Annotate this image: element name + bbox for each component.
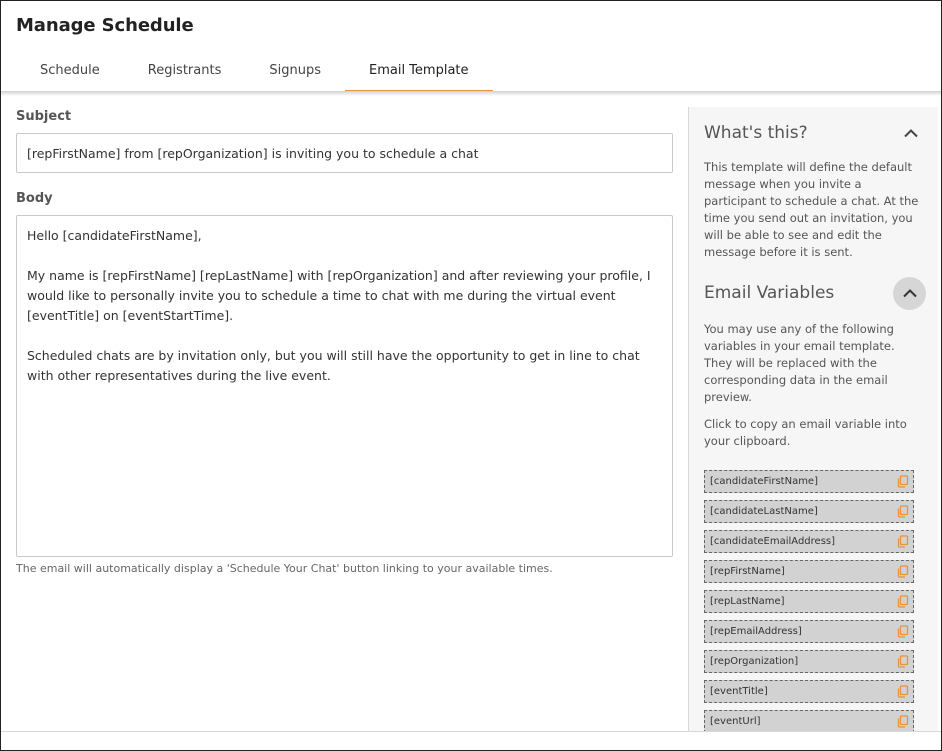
whats-this-header [704, 121, 926, 145]
email-variable-item[interactable] [704, 560, 914, 583]
email-variables-heading: Email Variables [704, 283, 835, 303]
copy-icon [897, 715, 909, 728]
email-variable-item[interactable] [704, 710, 914, 732]
email-variables-text: You may use any of the following variables in your email template. They will be replaced with the corresponding data in the email preview. [704, 322, 895, 404]
help-sidebar [688, 107, 938, 732]
copy-icon [897, 565, 909, 578]
tab-email-template[interactable]: Email Template [345, 51, 493, 92]
email-variable-item[interactable] [704, 530, 914, 553]
whats-this-toggle[interactable] [896, 121, 926, 145]
copy-instructions: Click to copy an email variable into your clipboard. [704, 417, 907, 448]
tab-schedule[interactable]: Schedule [40, 63, 100, 78]
chevron-up-icon [903, 128, 919, 138]
email-variable-item[interactable] [704, 650, 914, 673]
email-variable-item[interactable] [704, 500, 914, 523]
tab-bar-shadow [1, 91, 941, 96]
copy-icon [897, 535, 909, 548]
body-textarea[interactable] [16, 215, 673, 557]
copy-icon [897, 475, 909, 488]
email-variable-item[interactable] [704, 680, 914, 703]
email-variable-label: [repLastName] [710, 596, 785, 607]
copy-icon [897, 505, 909, 518]
whats-this-text: This template will define the default message when you invite a participant to schedule a chat. At the time you send out an invitation, you will be able to see and edit the message before it is sent. [704, 160, 919, 259]
email-variable-list [704, 470, 926, 732]
chevron-up-icon [902, 288, 918, 298]
email-variable-label: [candidateEmailAddress] [710, 536, 836, 547]
email-variable-label: [candidateLastName] [710, 506, 818, 517]
body-paragraph: Scheduled chats are by invitation only, but you will still have the opportunity to get in line to chat with other representatives during the live event. [27, 348, 640, 383]
body-hint: The email will automatically display a 'Schedule Your Chat' button linking to your available times. [16, 562, 553, 575]
email-variable-label: [candidateFirstName] [710, 476, 818, 487]
subject-label: Subject [16, 109, 72, 124]
email-variables-header [704, 276, 926, 310]
email-variable-label: [eventUrl] [710, 716, 761, 727]
subject-input[interactable] [16, 133, 673, 173]
email-variable-item[interactable] [704, 620, 914, 643]
email-variable-label: [repEmailAddress] [710, 626, 802, 637]
email-variable-item[interactable] [704, 470, 914, 493]
email-variable-item[interactable] [704, 590, 914, 613]
bottom-divider [1, 731, 941, 732]
whats-this-heading: What's this? [704, 123, 808, 143]
email-template-form [16, 107, 673, 575]
body-paragraph: My name is [repFirstName] [repLastName] with [repOrganization] and after reviewing your profile, I would like to personally invite you to schedule a time to chat with me during the virtual event [eventTitle] on [eventStartTime]. [27, 268, 651, 323]
body-label: Body [16, 191, 53, 206]
copy-icon [897, 625, 909, 638]
page-title: Manage Schedule [16, 15, 194, 36]
tab-registrants[interactable]: Registrants [147, 63, 222, 78]
email-variable-label: [repFirstName] [710, 566, 785, 577]
copy-icon [897, 595, 909, 608]
copy-icon [897, 655, 909, 668]
email-variables-toggle[interactable] [893, 277, 926, 310]
email-variable-label: [eventTitle] [710, 686, 768, 697]
tab-signups[interactable]: Signups [269, 63, 321, 78]
email-variable-label: [repOrganization] [710, 656, 799, 667]
tab-bar [16, 51, 941, 92]
body-paragraph: Hello [candidateFirstName], [27, 228, 202, 243]
copy-icon [897, 685, 909, 698]
